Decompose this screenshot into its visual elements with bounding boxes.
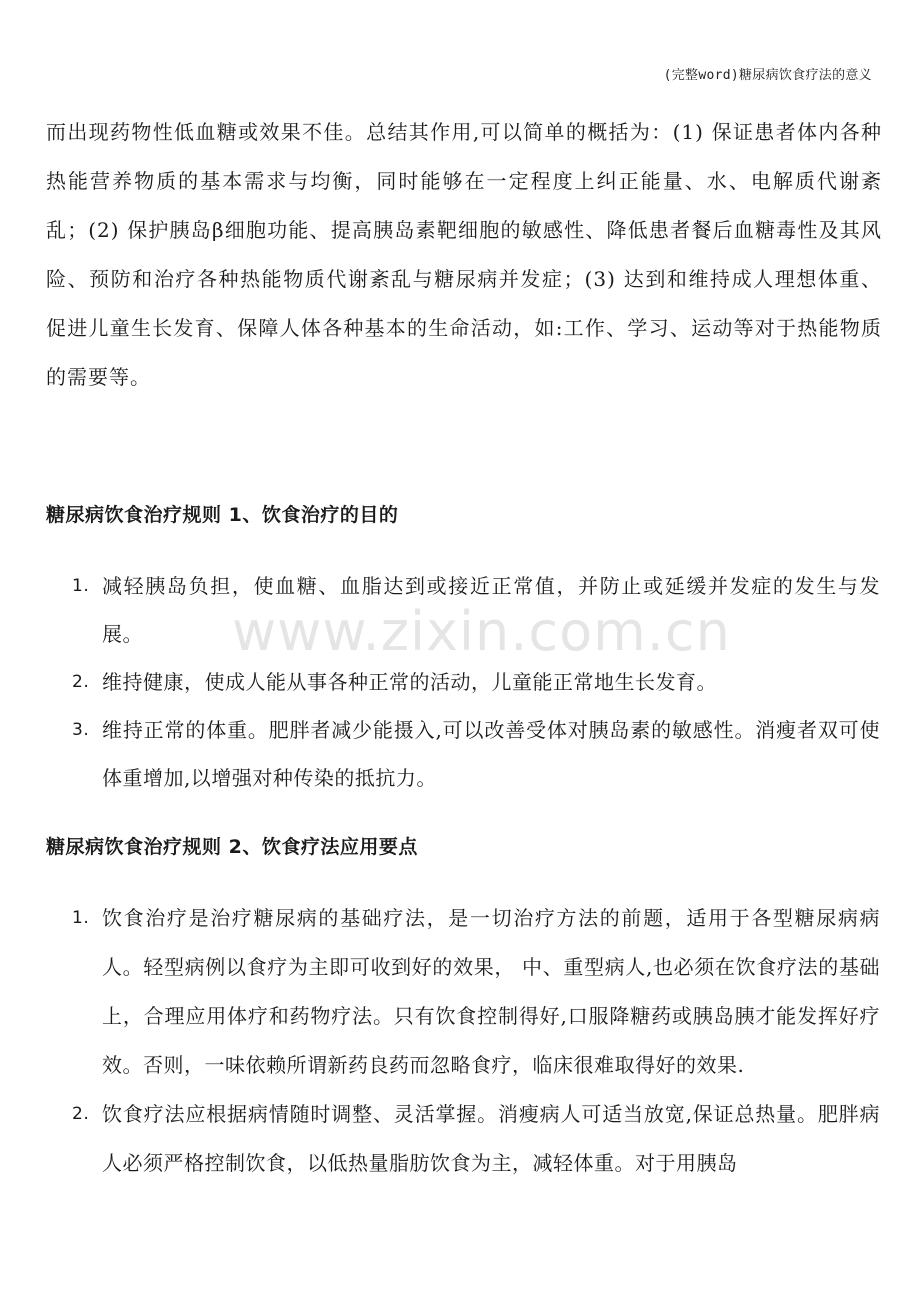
- key-points-list: [72, 894, 880, 1188]
- list-item: [72, 562, 880, 658]
- list-item-text: 饮食治疗是治疗糖尿病的基础疗法，是一切治疗方法的前题，适用于各型糖尿病病人。轻型病例以食疗为主即可收到好的效果， 中、重型病人,也必须在饮食疗法的基础上，合理应用体疗和药物疗法。只有饮食控制得好,口服降糖药或胰岛胰才能发挥好疗效。否则，一味依赖所谓新药良药而忽略食疗，临床很难取得好的效果.: [102, 906, 880, 1077]
- list-item: [72, 1090, 880, 1188]
- intro-section: [46, 108, 882, 402]
- list-item: [72, 706, 880, 802]
- list-item-number: 3.: [72, 720, 90, 740]
- intro-paragraph: 而出现药物性低血糖或效果不佳。总结其作用,可以简单的概括为：(1) 保证患者体内各种热能营养物质的基本需求与均衡，同时能够在一定程度上纠正能量、水、电解质代谢紊乱；(2) 保护胰岛β细胞功能、提高胰岛素靶细胞的敏感性、降低患者餐后血糖毒性及其风险、预防和治疗各种热能物质代谢紊乱与糖尿病并发症；(3) 达到和维持成人理想体重、促进儿童生长发育、保障人体各种基本的生命活动，如:工作、学习、运动等对于热能物质的需要等。: [46, 120, 882, 389]
- list-item-number: 2.: [72, 1104, 90, 1124]
- list-item-text: 减轻胰岛负担，使血糖、血脂达到或接近正常值，并防止或延缓并发症的发生与发展。: [102, 574, 880, 646]
- list-item-text: 维持正常的体重。肥胖者减少能摄入,可以改善受体对胰岛素的敏感性。消瘦者双可使体重增加,以增强对种传染的抵抗力。: [102, 718, 880, 790]
- list-item-number: 1.: [72, 908, 90, 928]
- section-heading-goals: 糖尿病饮食治疗规则 1、饮食治疗的目的: [46, 504, 399, 526]
- list-item-number: 1.: [72, 576, 90, 596]
- goals-list: [72, 562, 880, 802]
- list-item-text: 维持健康，使成人能从事各种正常的活动，儿童能正常地生长发育。: [102, 670, 717, 694]
- running-header: (完整word)糖尿病饮食疗法的意义: [663, 68, 872, 83]
- list-item: [72, 658, 880, 706]
- section-heading-key-points: 糖尿病饮食治疗规则 2、饮食疗法应用要点: [46, 836, 418, 858]
- list-item-text: 饮食疗法应根据病情随时调整、灵活掌握。消瘦病人可适当放宽,保证总热量。肥胖病人必须严格控制饮食，以低热量脂肪饮食为主，减轻体重。对于用胰岛: [102, 1102, 880, 1175]
- list-item-number: 2.: [72, 672, 90, 692]
- list-item: [72, 894, 880, 1090]
- watermark: www.zixin.com.cn: [232, 600, 731, 663]
